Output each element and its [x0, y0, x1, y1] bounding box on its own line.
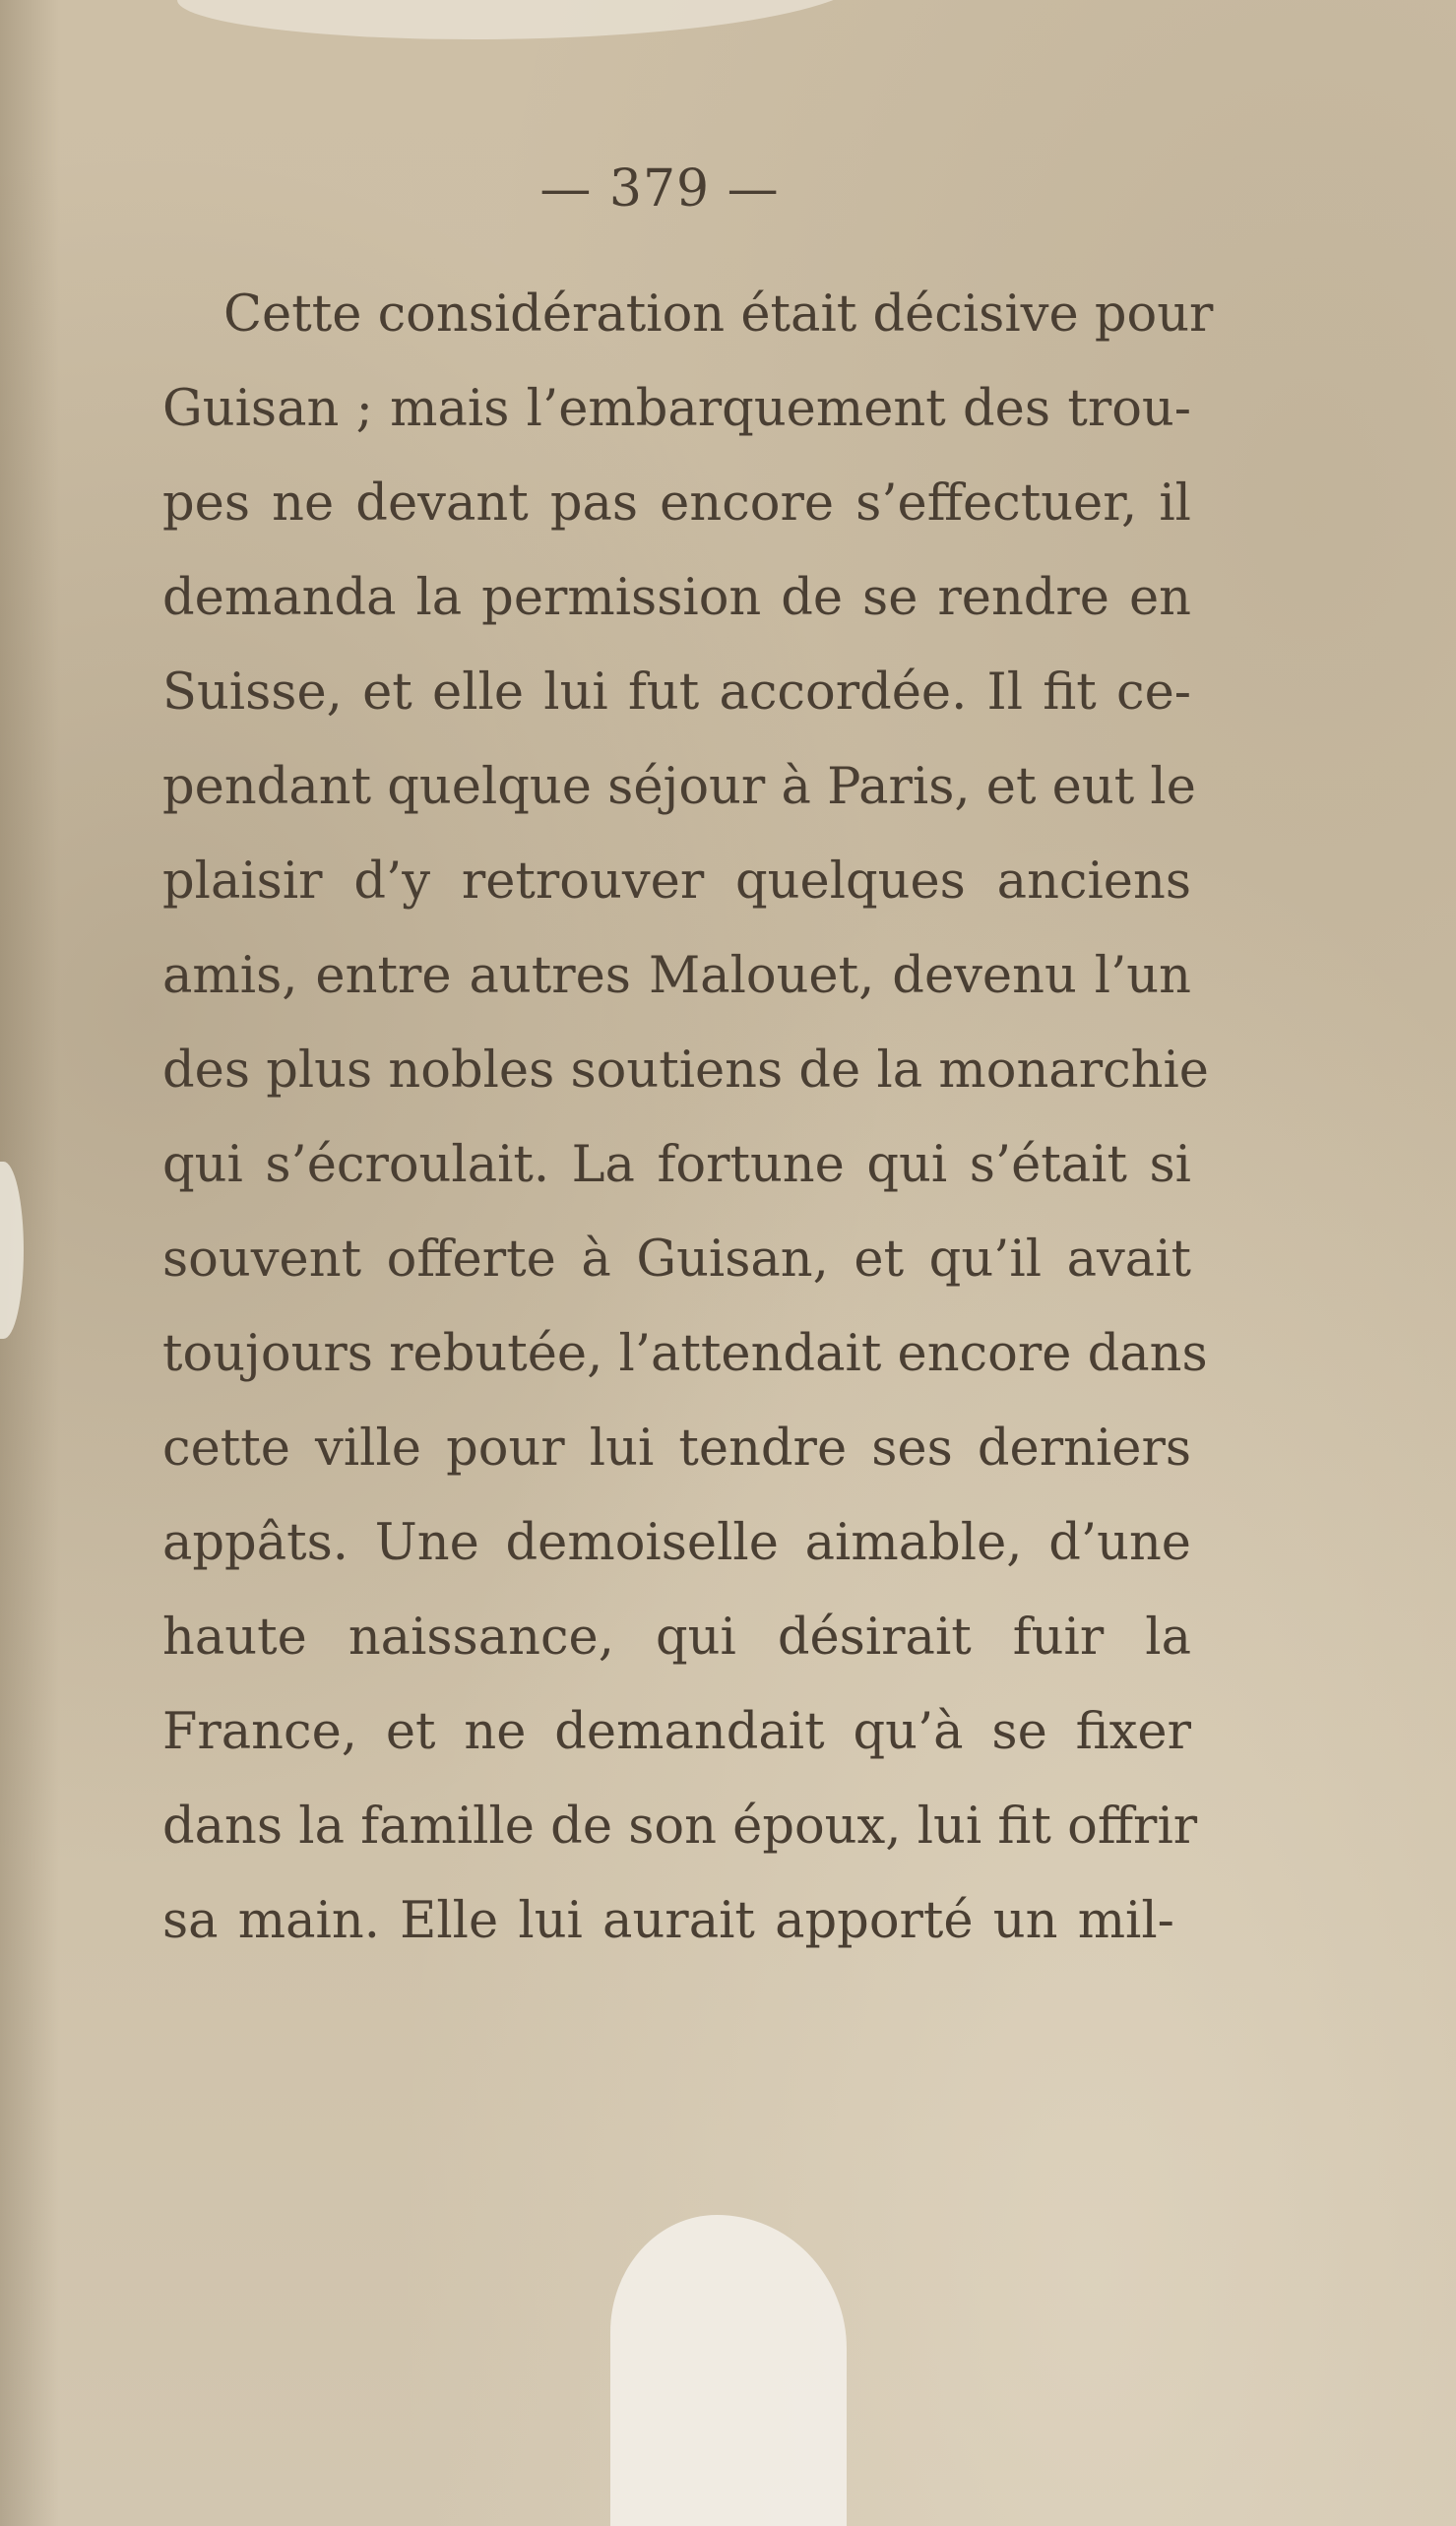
text-line: des plus nobles soutiens de la monarchie: [162, 1042, 1209, 1100]
text-line: Guisan ; mais l’embarquement des trou-: [162, 380, 1191, 438]
text-line: Suisse, et elle lui fut accordée. Il fit ce-: [162, 663, 1191, 722]
text-line: toujours rebutée, l’attendait encore dans: [162, 1325, 1208, 1383]
text-line: appâts. Une demoiselle aimable, d’une: [162, 1514, 1191, 1572]
body-text: [162, 268, 1214, 1969]
text-line: pes ne devant pas encore s’effectuer, il: [162, 474, 1191, 533]
text-line: pendant quelque séjour à Paris, et eut le: [162, 758, 1196, 816]
text-line: cette ville pour lui tendre ses derniers: [162, 1420, 1191, 1478]
text-line: demanda la permission de se rendre en: [162, 569, 1191, 627]
text-line: qui s’écroulait. La fortune qui s’était si: [162, 1136, 1191, 1194]
paper-damage-bottom: [610, 2215, 847, 2526]
text-line: Cette considération était décisive pour: [223, 285, 1214, 344]
paper-damage-top: [177, 0, 866, 39]
text-line: souvent offerte à Guisan, et qu’il avait: [162, 1231, 1191, 1289]
text-line: France, et ne demandait qu’à se fixer: [162, 1703, 1191, 1761]
text-line: plaisir d’y retrouver quelques anciens: [162, 853, 1191, 911]
text-line: dans la famille de son époux, lui fit offrir: [162, 1798, 1198, 1856]
text-line: haute naissance, qui désirait fuir la: [162, 1609, 1191, 1667]
text-line: sa main. Elle lui aurait apporté un mil-: [162, 1892, 1174, 1950]
text-line: amis, entre autres Malouet, devenu l’un: [162, 947, 1191, 1005]
page-number: — 379 —: [539, 159, 780, 219]
